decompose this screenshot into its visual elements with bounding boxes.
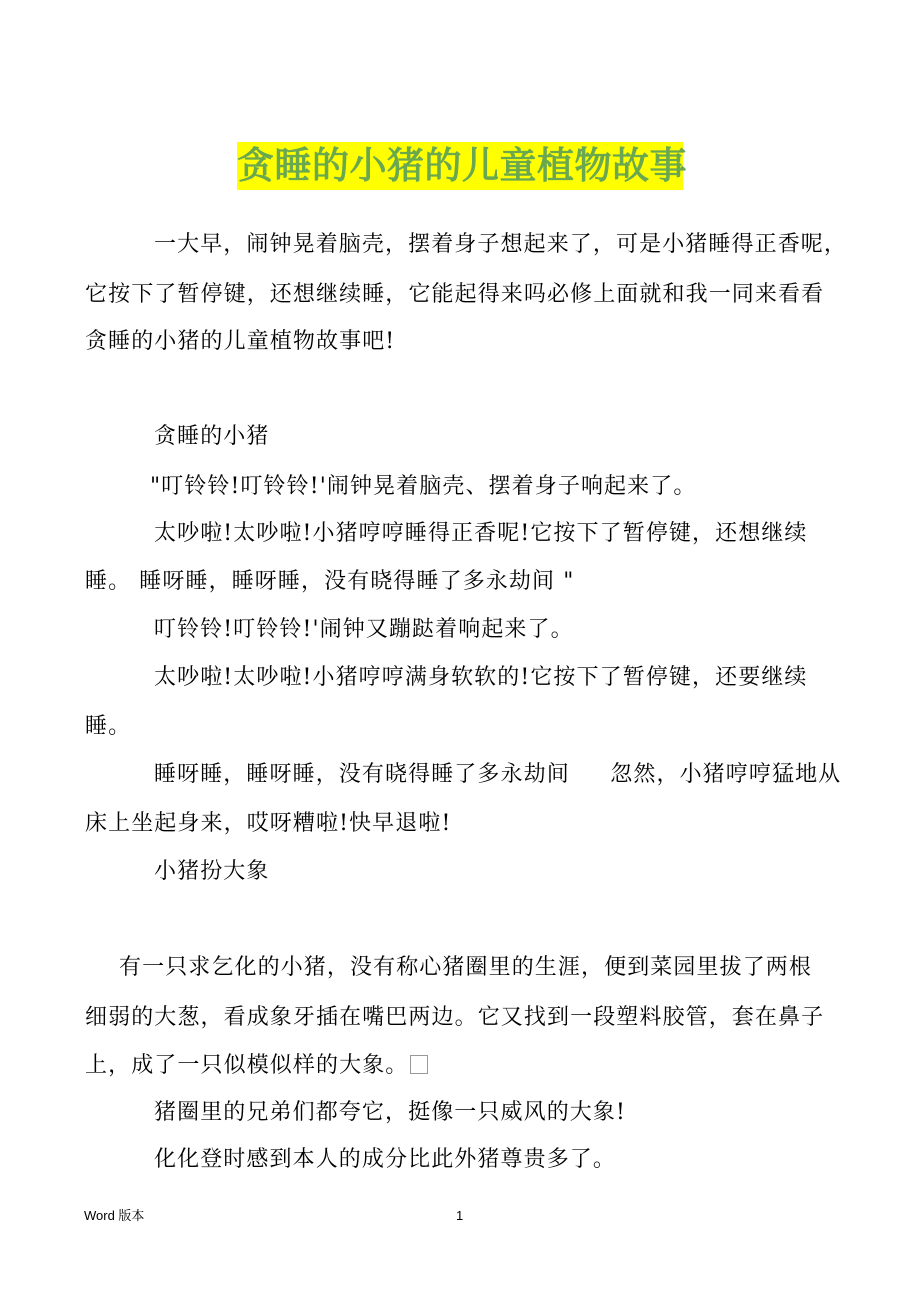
story-line: 太吵啦!太吵啦!小猪哼哼睡得正香呢!它按下了暂停键，还想继续 (154, 521, 808, 546)
story-line: 叮铃铃!叮铃铃!'闹钟又蹦跶着响起来了。 (154, 617, 574, 642)
story-line: 床上坐起身来，哎呀糟啦!快早退啦! (85, 811, 452, 836)
intro-line: 它按下了暂停键，还想继续睡，它能起得来吗必修上面就和我一同来看看 (85, 282, 825, 307)
story-line (85, 1052, 428, 1080)
story-line: 睡。 睡呀睡，睡呀睡，没有晓得睡了多永劫间 " (85, 569, 575, 594)
story-line: 睡呀睡，睡呀睡，没有晓得睡了多永劫间 忽然，小猪哼哼猛地从 (154, 762, 842, 787)
story-line: 睡。 (85, 714, 132, 739)
story-text: 上，成了一只似模似样的大象。 (85, 1053, 409, 1078)
intro-line: 一大早，闹钟晃着脑壳，摆着身子想起来了，可是小猪睡得正香呢， (154, 232, 848, 257)
page-number: 1 (456, 1208, 464, 1223)
story-line: "叮铃铃!叮铃铃!'闹钟晃着脑壳、摆着身子响起来了。 (150, 474, 697, 499)
story-heading: 小猪扮大象 (154, 859, 270, 884)
story-line: 化化登时感到本人的成分比此外猪尊贵多了。 (154, 1147, 617, 1172)
story-line: 太吵啦!太吵啦!小猪哼哼满身软软的!它按下了暂停键，还要继续 (154, 665, 808, 690)
document-title: 贪睡的小猪的儿童植物故事 (237, 142, 683, 190)
story-line: 有一只求乞化的小猪，没有称心猪圈里的生涯，便到菜园里拔了两根 (119, 955, 813, 980)
footer-label: Word 版本 (84, 1208, 145, 1223)
story-heading: 贪睡的小猪 (154, 424, 270, 449)
missing-glyph-box (410, 1055, 428, 1074)
story-line: 细弱的大葱，看成象牙插在嘴巴两边。它又找到一段塑料胶管，套在鼻子 (85, 1005, 825, 1030)
intro-line: 贪睡的小猪的儿童植物故事吧! (85, 329, 396, 354)
story-line: 猪圈里的兄弟们都夸它，挺像一只威风的大象! (154, 1100, 626, 1125)
